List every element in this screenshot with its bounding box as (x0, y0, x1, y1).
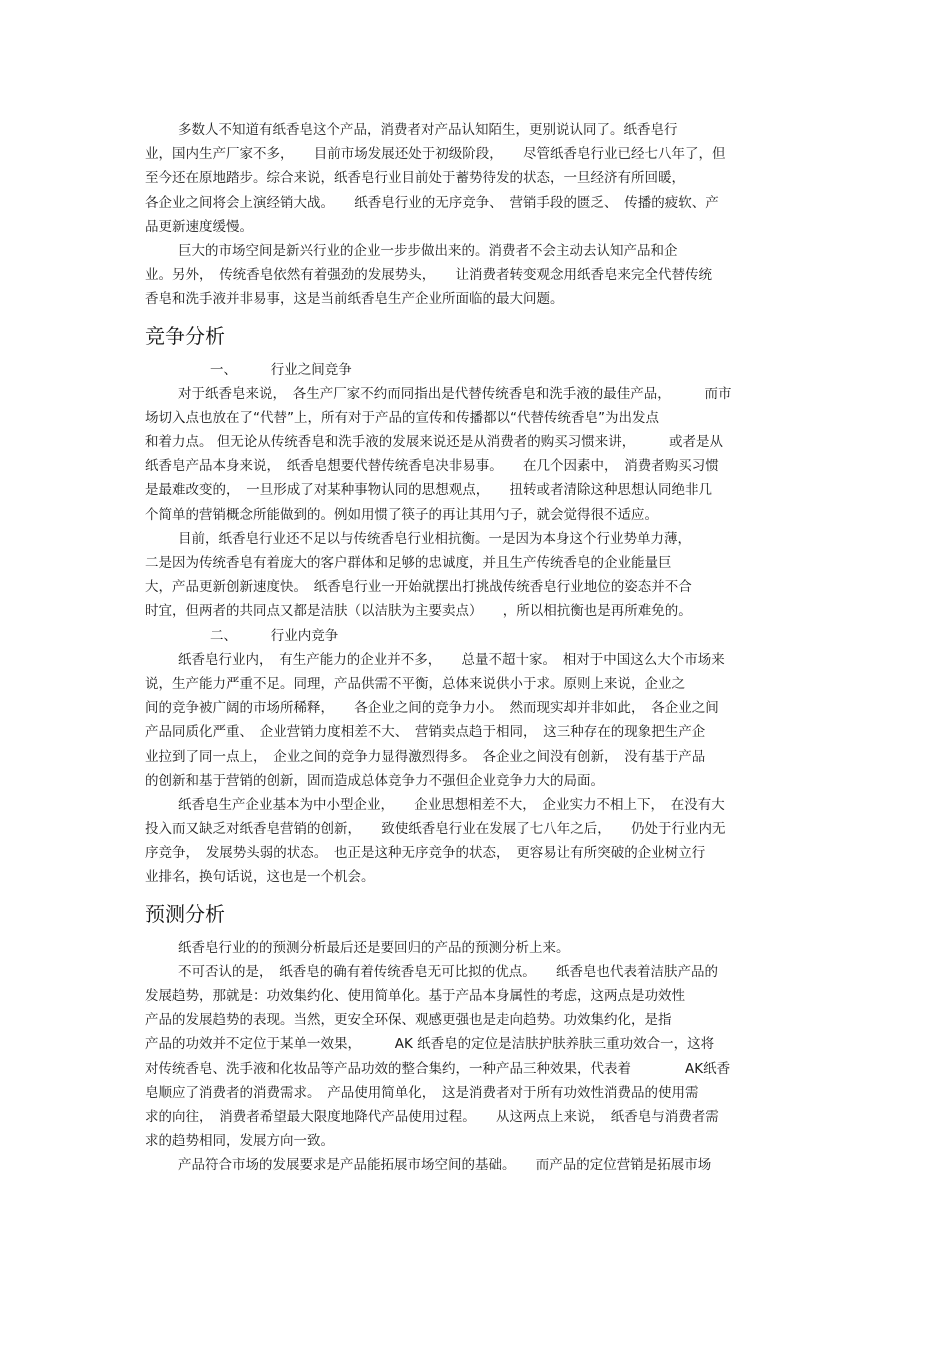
paragraph-line: 香皂和洗手液并非易事，这是当前纸香皂生产企业所面临的最大问题。 (145, 291, 564, 308)
paragraph-line: 时宜，但两者的共同点又都是洁肤（以洁肤为主要卖点） ，所以相抗衡也是再所难免的。 (145, 603, 692, 620)
paragraph-line: 说，生产能力严重不足。同理，产品供需不平衡，总体来说供小于求。原则上来说，企业之 (145, 675, 685, 692)
paragraph-line: 至今还在原地踏步。综合来说，纸香皂行业目前处于蓄势待发的状态，一旦经济有所回暖， (145, 170, 685, 187)
section-heading-forecast: 预测分析 (145, 901, 225, 926)
paragraph-line: 品更新速度缓慢。 (145, 218, 253, 235)
section-heading-competition: 竞争分析 (145, 323, 225, 348)
paragraph-line: 的创新和基于营销的创新，固而造成总体竞争力不强但企业竞争力大的局面。 (145, 772, 604, 789)
paragraph-line: 目前，纸香皂行业还不足以与传统香皂行业相抗衡。一是因为本身这个行业势单力薄， (178, 530, 691, 547)
paragraph-line: 业，国内生产厂家不多， 目前市场发展还处于初级阶段， 尽管纸香皂行业已经七八年了，但 (145, 146, 726, 163)
paragraph-line: 是最难改变的， 一旦形成了对某种事物认同的思想观点， 扭转或者清除这种思想认同绝非几 (145, 482, 712, 499)
paragraph-line: 发展趋势，那就是：功效集约化、使用简单化。基于产品本身属性的考虑，这两点是功效性 (145, 988, 685, 1004)
paragraph-line: 对传统香皂、洗手液和化妆品等产品功效的整合集约，一种产品三种效果，代表着 AK纸香 (145, 1060, 731, 1077)
paragraph-line: 场切入点也放在了“代替”上，所有对于产品的宣传和传播都以“代替传统香皂”为出发点 (145, 409, 659, 426)
paragraph-line: 业。另外， 传统香皂依然有着强劲的发展势头， 让消费者转变观念用纸香皂来完全代替传统 (145, 267, 712, 284)
paragraph-line: 间的竞争被广阔的市场所稀释， 各企业之间的竞争力小。 然而现实却并非如此， 各企业之间 (145, 700, 719, 717)
paragraph-line: 巨大的市场空间是新兴行业的企业一步步做出来的。消费者不会主动去认知产品和企 (178, 242, 678, 259)
paragraph-line: 产品的功效并不定位于某单一效果， AK 纸香皂的定位是洁肤护肤养肤三重功效合一，这将 (145, 1036, 715, 1053)
paragraph-line: 纸香皂产品本身来说， 纸香皂想要代替传统香皂决非易事。 在几个因素中， 消费者购买习惯 (145, 458, 719, 475)
paragraph-line: 不可否认的是， 纸香皂的确有着传统香皂无可比拟的优点。 纸香皂也代表着洁肤产品的 (178, 963, 718, 980)
paragraph-line: 纸香皂行业内， 有生产能力的企业并不多， 总量不超十家。 相对于中国这么大个市场来 (178, 651, 725, 668)
paragraph-line: 各企业之间将会上演经销大战。 纸香皂行业的无序竞争、 营销手段的匮乏、 传播的疲软、产 (145, 194, 719, 211)
paragraph-line: 纸香皂生产企业基本为中小型企业， 企业思想相差不大， 企业实力不相上下， 在没有大 (178, 796, 725, 813)
paragraph-line: 皂顺应了消费者的消费需求。 产品使用简单化， 这是消费者对于所有功效性消费品的使用需 (145, 1084, 699, 1101)
paragraph-line: 大，产品更新创新速度快。 纸香皂行业一开始就摆出打挑战传统香皂行业地位的姿态并不合 (145, 579, 692, 596)
document-body (145, 118, 810, 1178)
paragraph-line: 求的向往， 消费者希望最大限度地降代产品使用过程。 从这两点上来说， 纸香皂与消费者需 (145, 1108, 719, 1125)
paragraph-line: 对于纸香皂来说， 各生产厂家不约而同指出是代替传统香皂和洗手液的最佳产品， 而市 (178, 385, 732, 402)
paragraph-line: 产品符合市场的发展要求是产品能拓展市场空间的基础。 而产品的定位营销是拓展市场 (178, 1157, 712, 1174)
paragraph-line: 业拉到了同一点上， 企业之间的竞争力显得激烈得多。 各企业之间没有创新， 没有基于产品 (145, 748, 706, 765)
paragraph-line: 序竞争， 发展势头弱的状态。 也正是这种无序竞争的状态， 更容易让有所突破的企业树立行 (145, 845, 706, 862)
paragraph-line: 二是因为传统香皂有着庞大的客户群体和足够的忠诚度，并且生产传统香皂的企业能量巨 (145, 555, 672, 571)
subheading-intra-industry: 二、 行业内竞争 (210, 627, 339, 644)
paragraph-line: 和着力点。 但无论从传统香皂和洗手液的发展来说还是从消费者的购买习惯来讲， 或者是从 (145, 434, 724, 451)
paragraph-line: 个简单的营销概念所能做到的。例如用惯了筷子的再让其用勺子，就会觉得很不适应。 (145, 506, 658, 523)
paragraph-line: 产品同质化严重、 企业营销力度相差不大、 营销卖点趋于相同， 这三种存在的现象把生产企 (145, 724, 706, 741)
paragraph-line: 产品的发展趋势的表现。当然，更安全环保、观感更强也是走向趋势。功效集约化，是指 (145, 1012, 672, 1029)
paragraph-line: 求的趋势相同，发展方向一致。 (145, 1133, 334, 1150)
subheading-inter-industry: 一、 行业之间竞争 (210, 361, 352, 378)
paragraph-line: 业排名，换句话说，这也是一个机会。 (145, 869, 375, 886)
paragraph-line: 纸香皂行业的的预测分析最后还是要回归的产品的预测分析上来。 (178, 939, 570, 956)
paragraph-line: 多数人不知道有纸香皂这个产品，消费者对产品认知陌生，更别说认同了。纸香皂行 (178, 122, 678, 138)
paragraph-line: 投入而又缺乏对纸香皂营销的创新， 致使纸香皂行业在发展了七八年之后， 仍处于行业内无 (145, 821, 726, 838)
